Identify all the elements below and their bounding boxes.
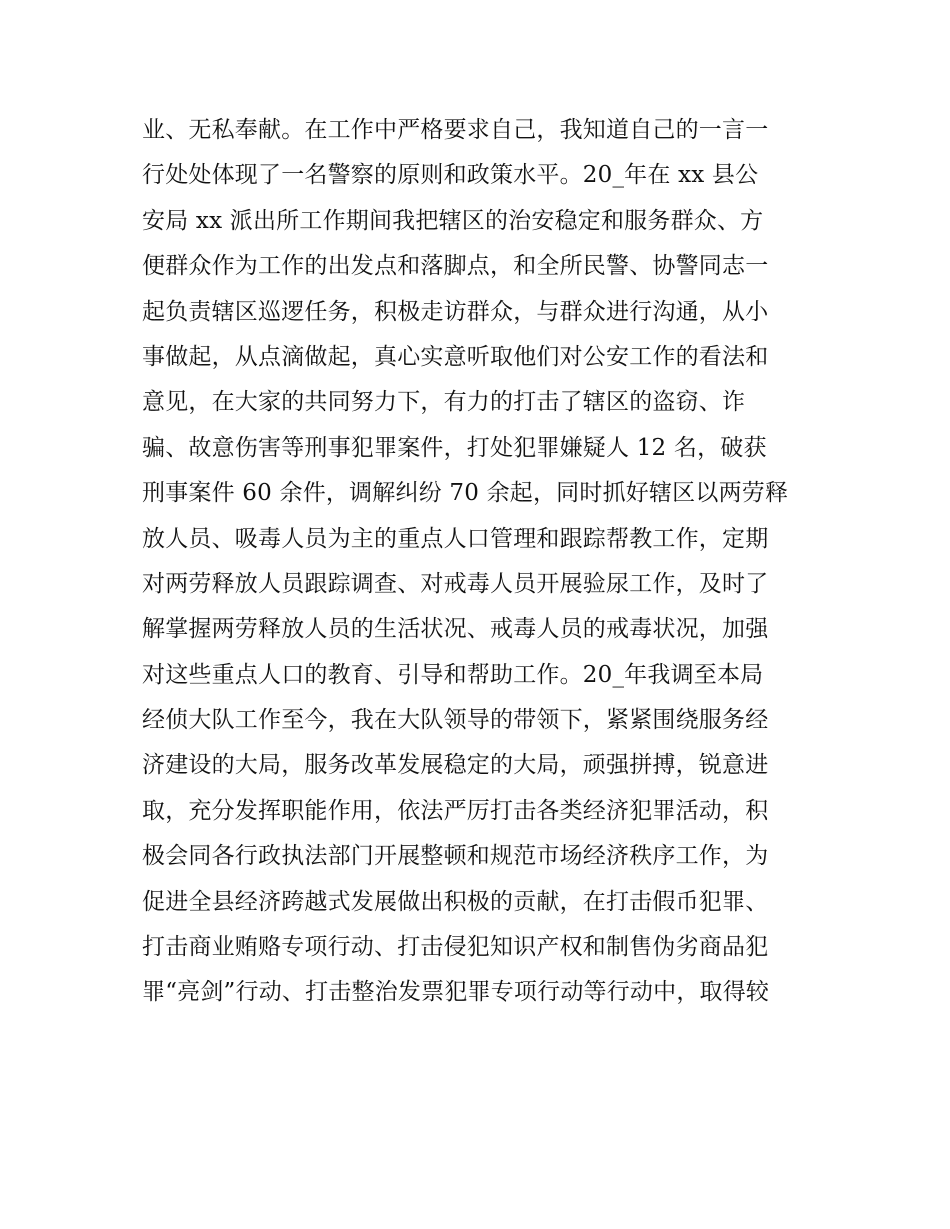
text-line-2: 行处处体现了一名警察的原则和政策水平。20_年在 xx 县公 (142, 162, 759, 189)
text-line-16: 取，充分发挥职能作用，依法严厉打击各类经济犯罪活动，积 (142, 797, 769, 824)
text-line-10: 放人员、吸毒人员为主的重点人口管理和跟踪帮教工作，定期 (142, 525, 769, 552)
text-line-17: 极会同各行政执法部门开展整顿和规范市场经济秩序工作，为 (142, 843, 769, 870)
text-line-11: 对两劳释放人员跟踪调查、对戒毒人员开展验尿工作，及时了 (142, 570, 769, 597)
text-line-18: 促进全县经济跨越式发展做出积极的贡献，在打击假币犯罪、 (142, 888, 769, 915)
text-line-1: 业、无私奉献。在工作中严格要求自己，我知道自己的一言一 (142, 117, 769, 143)
text-line-20: 罪“亮剑”行动、打击整治发票犯罪专项行动等行动中，取得较 (142, 979, 770, 1006)
text-line-15: 济建设的大局，服务改革发展稳定的大局，顽强拼搏，锐意进 (142, 752, 769, 779)
body-paragraph (142, 108, 822, 1016)
text-line-13: 对这些重点人口的教育、引导和帮助工作。20_年我调至本局 (142, 661, 764, 688)
text-line-6: 事做起，从点滴做起，真心实意听取他们对公安工作的看法和 (142, 343, 769, 370)
text-line-14: 经侦大队工作至今，我在大队领导的带领下，紧紧围绕服务经 (142, 707, 769, 734)
text-line-5: 起负责辖区巡逻任务，积极走访群众，与群众进行沟通，从小 (142, 298, 769, 325)
text-line-4: 便群众作为工作的出发点和落脚点，和全所民警、协警同志一 (142, 253, 769, 280)
text-line-12: 解掌握两劳释放人员的生活状况、戒毒人员的戒毒状况，加强 (142, 616, 769, 643)
text-line-3: 安局 xx 派出所工作期间我把辖区的治安稳定和服务群众、方 (142, 207, 764, 234)
text-line-7: 意见，在大家的共同努力下，有力的打击了辖区的盗窃、诈 (142, 389, 746, 416)
text-line-8: 骗、故意伤害等刑事犯罪案件，打处犯罪嫌疑人 12 名，破获 (142, 434, 767, 461)
text-line-19: 打击商业贿赂专项行动、打击侵犯知识产权和制售伪劣商品犯 (142, 934, 769, 961)
text-line-9: 刑事案件 60 余件，调解纠纷 70 余起，同时抓好辖区以两劳释 (142, 480, 789, 507)
